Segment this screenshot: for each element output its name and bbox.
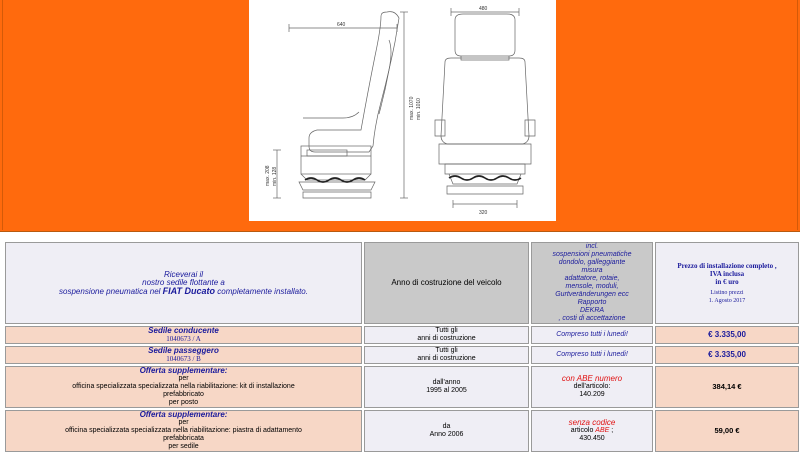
- dim-max-height: max. 1070: [409, 96, 415, 120]
- intro-line-2: nostro sedile flottante a: [142, 277, 225, 287]
- included-cell: [531, 326, 653, 344]
- year-heading: Anno di costruzione del veicolo: [391, 277, 502, 287]
- seat-drawing-svg: [249, 0, 556, 221]
- offer-title: Offerta supplementare:: [139, 410, 228, 419]
- table-row: [5, 366, 799, 408]
- year-line: Tutti gli: [435, 347, 458, 354]
- article-abe: ABE: [595, 427, 610, 434]
- intro-brand: FIAT Ducato: [162, 285, 216, 296]
- offer-line: officina specializzata specializzata nella riabilitazione: piastra di adattamento: [65, 427, 302, 434]
- incl-line: sospensioni pneumatiche: [552, 251, 632, 258]
- offer-line: officina specializzata specializzata nella riabilitazione: kit di installazione: [72, 383, 295, 390]
- product-title: Sedile conducente: [148, 326, 219, 335]
- included-cell: [531, 346, 653, 364]
- offer-line: per: [178, 419, 189, 426]
- intro-line-1: Riceverai il: [163, 269, 204, 279]
- offer-cell: [5, 366, 362, 408]
- article-label: dell'articolo:: [573, 383, 611, 390]
- year-heading-cell: [364, 242, 529, 324]
- year-cell: [364, 346, 529, 364]
- article-number: 140.209: [579, 391, 605, 398]
- price-cell: [655, 366, 799, 408]
- seat-technical-drawing: [249, 0, 556, 221]
- price-heading-cell: [655, 242, 799, 324]
- dim-min-height: min. 1010: [416, 98, 422, 120]
- incl-line: dondolo, galleggiante: [558, 259, 626, 266]
- incl-line: mensole, moduli,: [565, 283, 619, 290]
- price-cell: [655, 326, 799, 344]
- year-cell: [364, 410, 529, 452]
- price-heading-line: IVA inclusa: [709, 269, 745, 278]
- year-line: da: [442, 423, 451, 430]
- list-date-line: Listino prezzi: [710, 289, 744, 296]
- year-line: Anno 2006: [429, 431, 464, 438]
- intro-line-3-post: completamente installato.: [217, 286, 308, 296]
- table-row: [5, 346, 799, 364]
- year-line: dall'anno: [432, 379, 461, 386]
- incl-line: Gurtveränderungen ecc: [555, 291, 629, 298]
- year-line: Tutti gli: [435, 327, 458, 334]
- product-code: 1040673 / B: [166, 355, 201, 363]
- article-number: 430.450: [579, 435, 605, 442]
- intro-cell: [5, 242, 362, 324]
- offer-line: prefabbricata: [163, 435, 204, 442]
- no-code-note: senza codice: [568, 418, 616, 427]
- article-cell: [531, 410, 653, 452]
- price-heading-line: in € uro: [715, 277, 739, 286]
- dim-base-max: max. 208: [265, 165, 271, 186]
- price-cell: [655, 410, 799, 452]
- incl-line: Rapporto: [577, 299, 607, 306]
- incl-line: misura: [581, 267, 603, 274]
- price-heading-line: Prezzo di installazione completo ,: [677, 261, 777, 270]
- product-cell: [5, 346, 362, 364]
- article-label: [532, 427, 652, 435]
- price-value: 59,00 €: [714, 425, 740, 435]
- dim-base-min: min. 128: [272, 166, 278, 186]
- abe-note: con ABE numero: [561, 374, 623, 383]
- year-line: 1995 al 2005: [426, 387, 467, 394]
- price-value: € 3.335,00: [708, 349, 746, 359]
- list-date-line: 1. Agosto 2017: [708, 297, 746, 304]
- price-value: € 3.335,00: [708, 329, 746, 339]
- incl-line: , costi di accettazione: [558, 315, 626, 322]
- table-row: [5, 326, 799, 344]
- included-cell: [531, 242, 653, 324]
- year-cell: [364, 366, 529, 408]
- table-row: [5, 410, 799, 452]
- offer-line: per sedile: [168, 443, 199, 450]
- year-cell: [364, 326, 529, 344]
- product-cell: [5, 326, 362, 344]
- year-line: anni di costruzione: [417, 335, 476, 342]
- product-title: Sedile passeggero: [148, 346, 219, 355]
- incl-line: DEKRA: [579, 307, 605, 314]
- article-label-post: ;: [611, 427, 614, 434]
- table-header-row: [5, 242, 799, 324]
- dim-side-width: 640: [337, 22, 346, 28]
- article-label-pre: articolo: [570, 427, 594, 434]
- year-line: anni di costruzione: [417, 355, 476, 362]
- price-value: 384,14 €: [712, 381, 742, 391]
- included-note: Compreso tutti i lunedi!: [556, 331, 628, 338]
- dim-front-width: 480: [479, 6, 488, 12]
- incl-line: incl.: [585, 243, 599, 250]
- price-table: [3, 240, 800, 454]
- intro-line-3: [6, 287, 361, 296]
- offer-title: Offerta supplementare:: [139, 366, 228, 375]
- dim-base-width: 320: [479, 210, 488, 216]
- offer-line: per: [178, 375, 189, 382]
- price-cell: [655, 346, 799, 364]
- spacer: [0, 232, 800, 240]
- product-code: 1040673 / A: [166, 335, 201, 343]
- intro-line-3-pre: sospensione pneumatica nel: [59, 286, 161, 296]
- offer-line: per posto: [168, 399, 199, 406]
- article-cell: [531, 366, 653, 408]
- offer-cell: [5, 410, 362, 452]
- offer-line: prefabbricato: [163, 391, 204, 398]
- incl-line: adattatore, rotaie,: [564, 275, 620, 282]
- included-note: Compreso tutti i lunedi!: [556, 351, 628, 358]
